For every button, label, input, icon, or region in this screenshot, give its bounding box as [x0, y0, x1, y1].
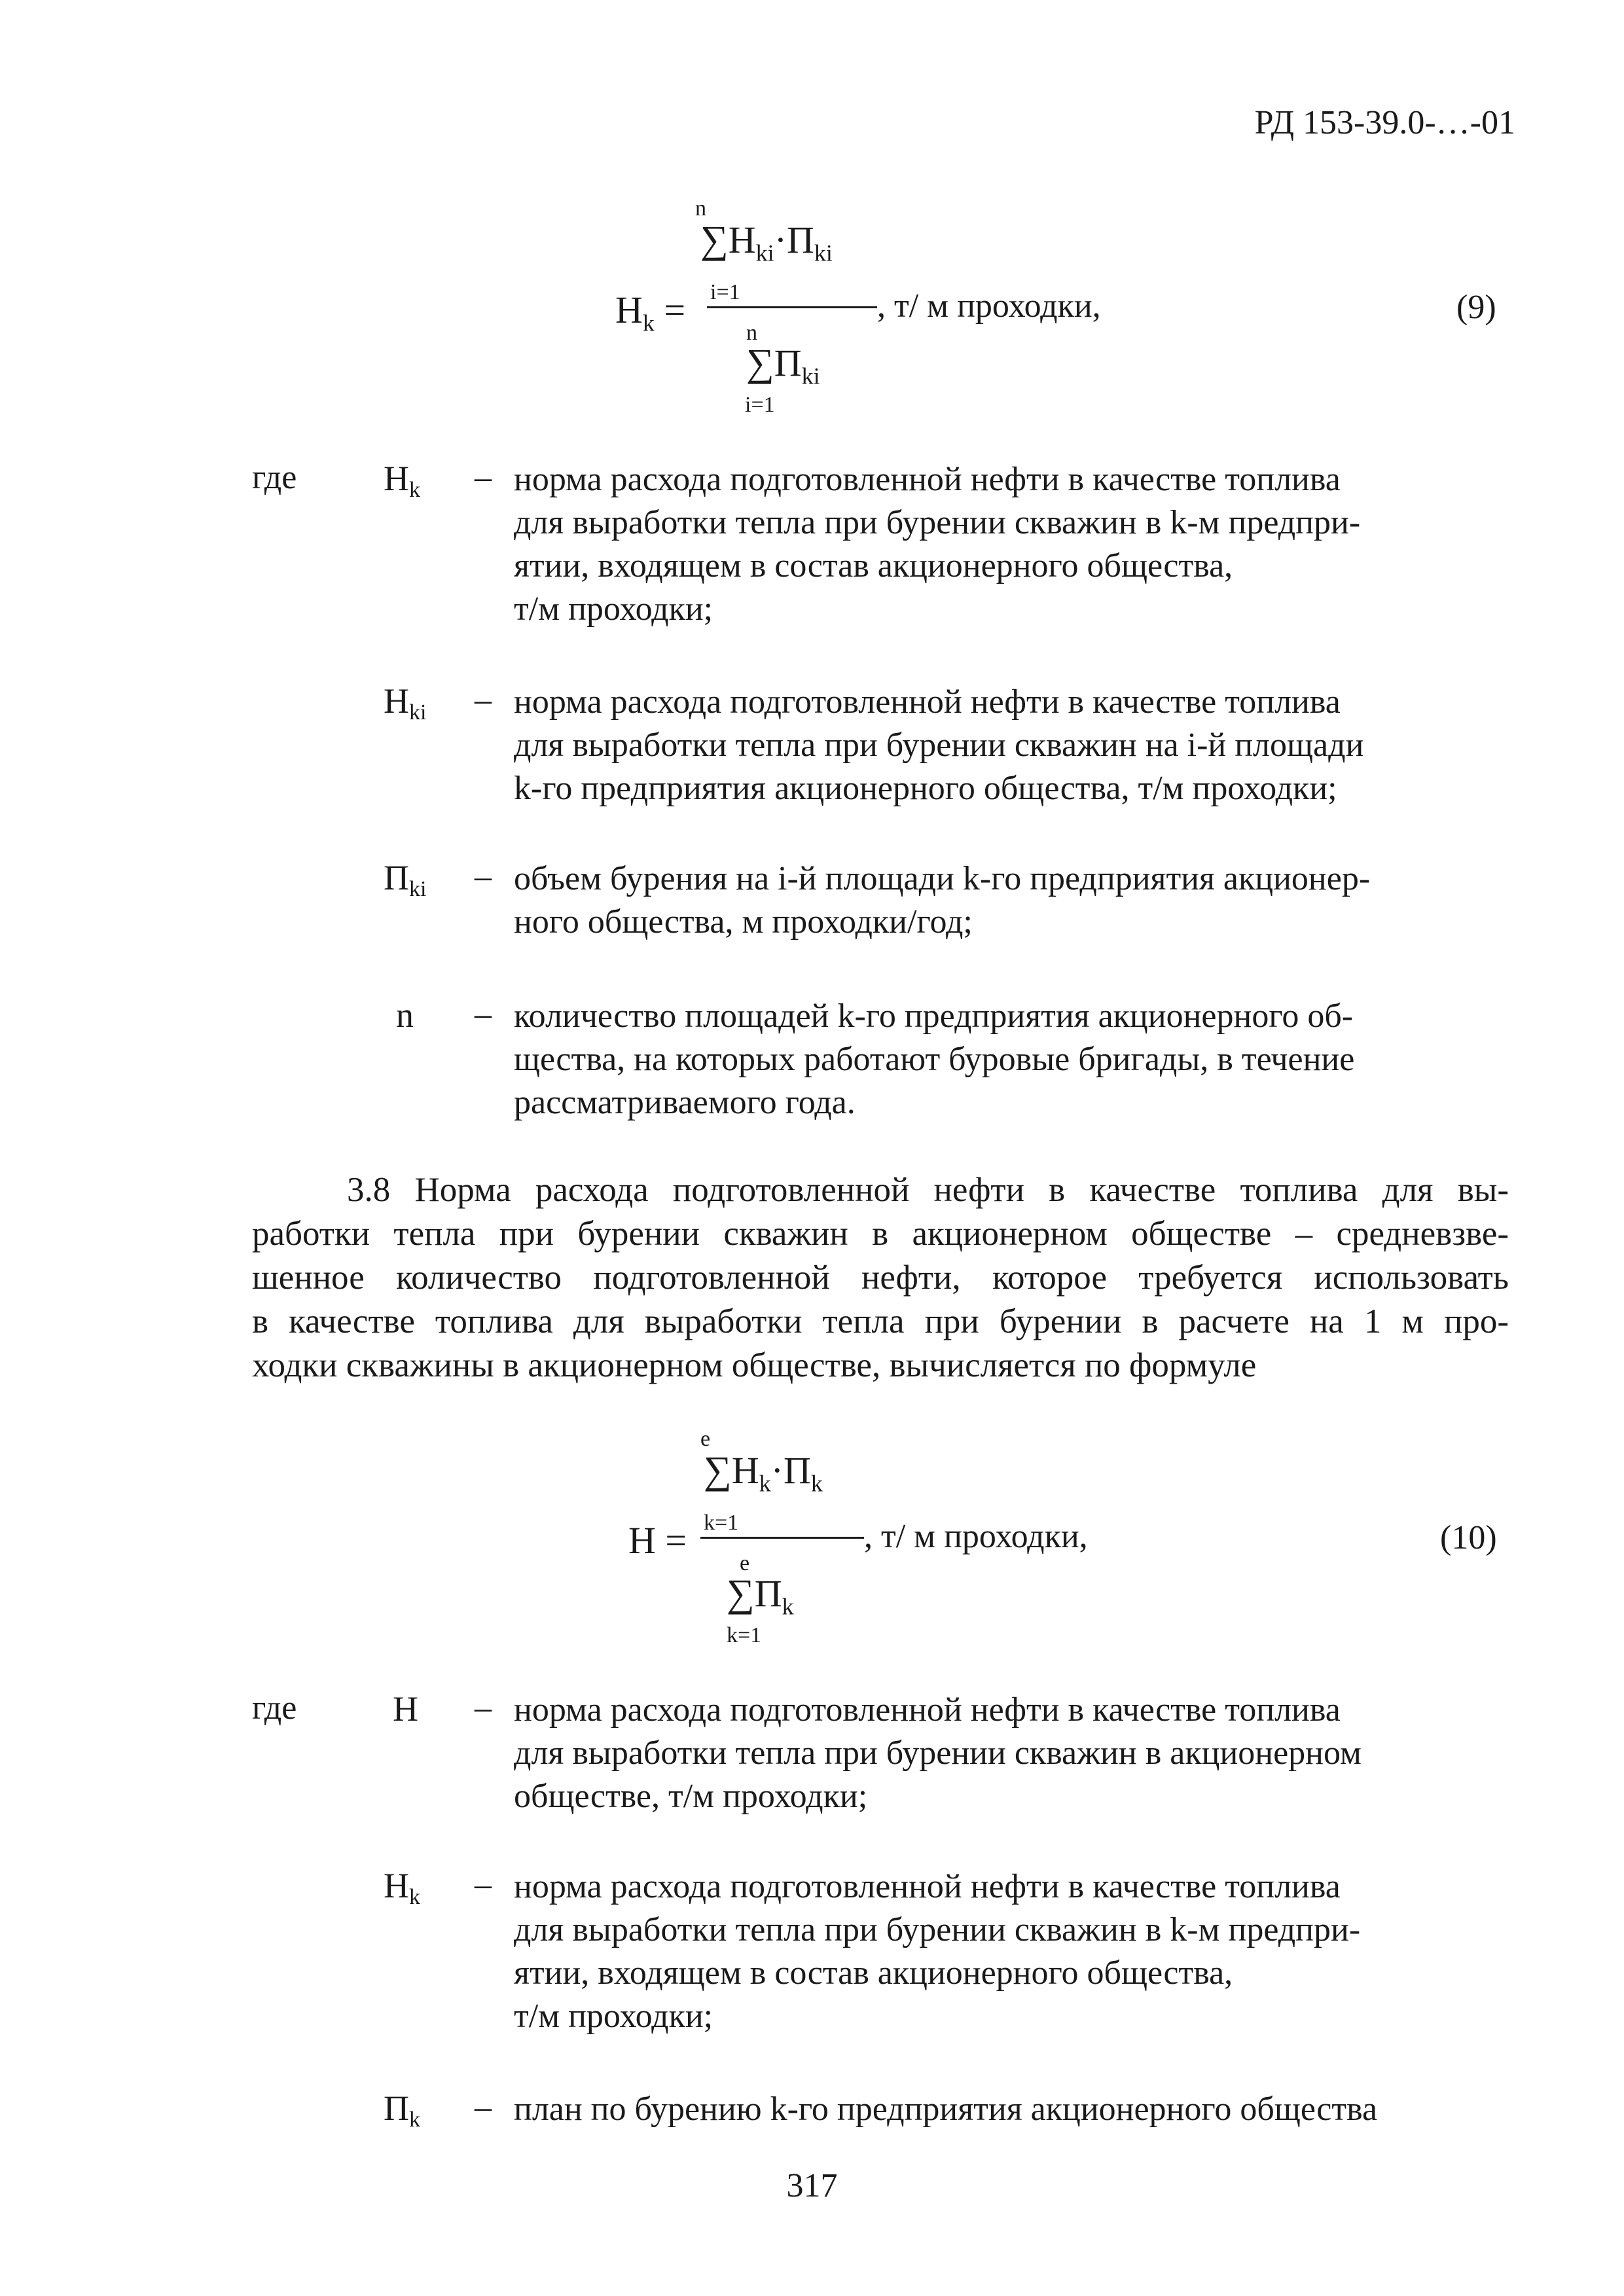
- where-label: где: [252, 1689, 297, 1727]
- formula-denominator: $\sum П_{ki}$: [746, 341, 820, 389]
- definition-text: норма расхода подготовленной нефти в качестве топлива для выработки тепла при бурении скважин в k-м предпри- ятии, входящем в состав акционерного общества, т/м проходки;: [514, 461, 1361, 628]
- definition-text: норма расхода подготовленной нефти в качестве топлива для выработки тепла при бурении скважин в акционерном обществе, т/м проходки;: [514, 1691, 1362, 1815]
- definition-text: количество площадей k-го предприятия акционерного об- щества, на которых работают буровые бригады, в течение рассматриваемого года.: [514, 997, 1355, 1121]
- document-page: РД 153-39.0-…-01 n $\sum Н_{ki}\cdot П_{ki}$ i=1 $Н_k$ = , т/ м проходки, n $\sum П_{ki}$ i=1 (9) где $Н_k$ – норма расхода подготовленной нефти в качестве топлива для выработки тепла при бурении скважин в k-м предпри- ятии, входящем в состав акционерного общества, т/м проходки; $Н_{ki}$ – норма расхода подготовленной нефти в качестве топлива для выработки тепла при бурении скважин на i-й площади k-го предприятия акционерного общества, т/м проходки; $П_{ki}$ – объем бурения на i-й площади k-го предприятия акционер- ного общества, м проходки/год; n – количество площадей k-го предприятия акционерного об- щества, на которых работают буровые бригады, в течение рассматриваемого года. 3.8 Норма расхода подготовленной нефти в качестве топлива для вы- работки тепла при бурении скважин в акционерном обществе – средневзве- шенное количество подготовленной нефти, которое требуется использовать в качестве топлива для выработки тепла при бурении в расчете на 1 м про- ходки скважины в акционерном обществе, вычисляется по формуле e $\sum Н_k\cdot П_k$ k=1 Н = , т/ м проходки, e $\sum П_k$ k=1 (10) где Н – норма расхода подготовленной нефти в качестве топлива для выработки тепла при бурении скважин в акционерном обществе, т/м проходки; $Н_k$ – норма расхода подготовленной нефти в качестве топлива для выработки тепла при бурении скважин в k-м предпри- ятии, входящем в состав акционерного общества, т/м проходки; $П_k$ – план по бурению k-го предприятия акционерного общества 317: [0, 0, 1624, 2296]
- sum-lower-limit: i=1: [710, 280, 740, 304]
- formula-lhs: $Н_k$ =: [615, 289, 686, 336]
- document-code: РД 153-39.0-…-01: [1254, 104, 1515, 141]
- definition-text: норма расхода подготовленной нефти в качестве топлива для выработки тепла при бурении скважин на i-й площади k-го предприятия акционерного общества, т/м проходки;: [514, 683, 1364, 807]
- sum-upper-limit: e: [700, 1427, 711, 1451]
- formula-numerator: $\sum Н_k\cdot П_k$: [704, 1448, 823, 1497]
- sigma-symbol: ∑: [704, 1448, 732, 1492]
- definition-symbol: $Н_{ki}$: [384, 681, 427, 725]
- formula-lhs: Н =: [628, 1519, 687, 1562]
- definition-symbol: $Н_k$: [384, 459, 420, 502]
- formula-denominator: $\sum П_k$: [727, 1571, 794, 1620]
- definition-text: норма расхода подготовленной нефти в качестве топлива для выработки тепла при бурении скважин в k-м предпри- ятии, входящем в состав акционерного общества, т/м проходки;: [514, 1868, 1361, 2035]
- definition-symbol: $П_{ki}$: [384, 858, 427, 901]
- sum-upper-limit: n: [746, 321, 757, 345]
- sum-upper-limit: e: [740, 1551, 750, 1575]
- formula-unit: , т/ м проходки,: [877, 287, 1101, 325]
- formula-numerator: $\sum Н_{ki}\cdot П_{ki}$: [700, 218, 833, 266]
- equation-number: (9): [1456, 289, 1496, 326]
- definition-text: план по бурению k-го предприятия акционерного общества: [514, 2090, 1378, 2128]
- definition-symbol: $Н_k$: [384, 1866, 420, 1909]
- formula-unit: , т/ м проходки,: [864, 1518, 1088, 1555]
- definition-symbol: $П_k$: [384, 2089, 420, 2132]
- sum-upper-limit: n: [695, 196, 706, 221]
- page-number: 317: [786, 2167, 838, 2204]
- formula-10: [0, 1427, 1624, 1662]
- sigma-symbol: ∑: [746, 341, 774, 384]
- sum-lower-limit: k=1: [727, 1623, 762, 1647]
- paragraph-3-8: 3.8 Норма расхода подготовленной нефти в качестве топлива для вы- работки тепла при бурении скважин в акционерном обществе – средневзве- шенное количество подготовленной нефти, которое требуется использовать в качестве топлива для выработки тепла при бурении в расчете на 1 м про- ходки скважины в акционерном обществе, вычисляется по формуле: [252, 1171, 1509, 1384]
- where-label: где: [252, 459, 297, 496]
- equation-number: (10): [1440, 1519, 1497, 1556]
- sigma-symbol: ∑: [700, 218, 729, 261]
- definition-symbol: Н: [393, 1689, 418, 1729]
- definition-symbol: n: [396, 996, 414, 1035]
- fraction-bar: [700, 1537, 864, 1539]
- formula-9: [0, 196, 1624, 432]
- definition-text: объем бурения на i-й площади k-го предприятия акционер- ного общества, м проходки/год;: [514, 860, 1371, 941]
- fraction-bar: [707, 306, 877, 308]
- sum-lower-limit: k=1: [704, 1511, 739, 1535]
- sum-lower-limit: i=1: [745, 393, 775, 417]
- sigma-symbol: ∑: [727, 1571, 755, 1615]
